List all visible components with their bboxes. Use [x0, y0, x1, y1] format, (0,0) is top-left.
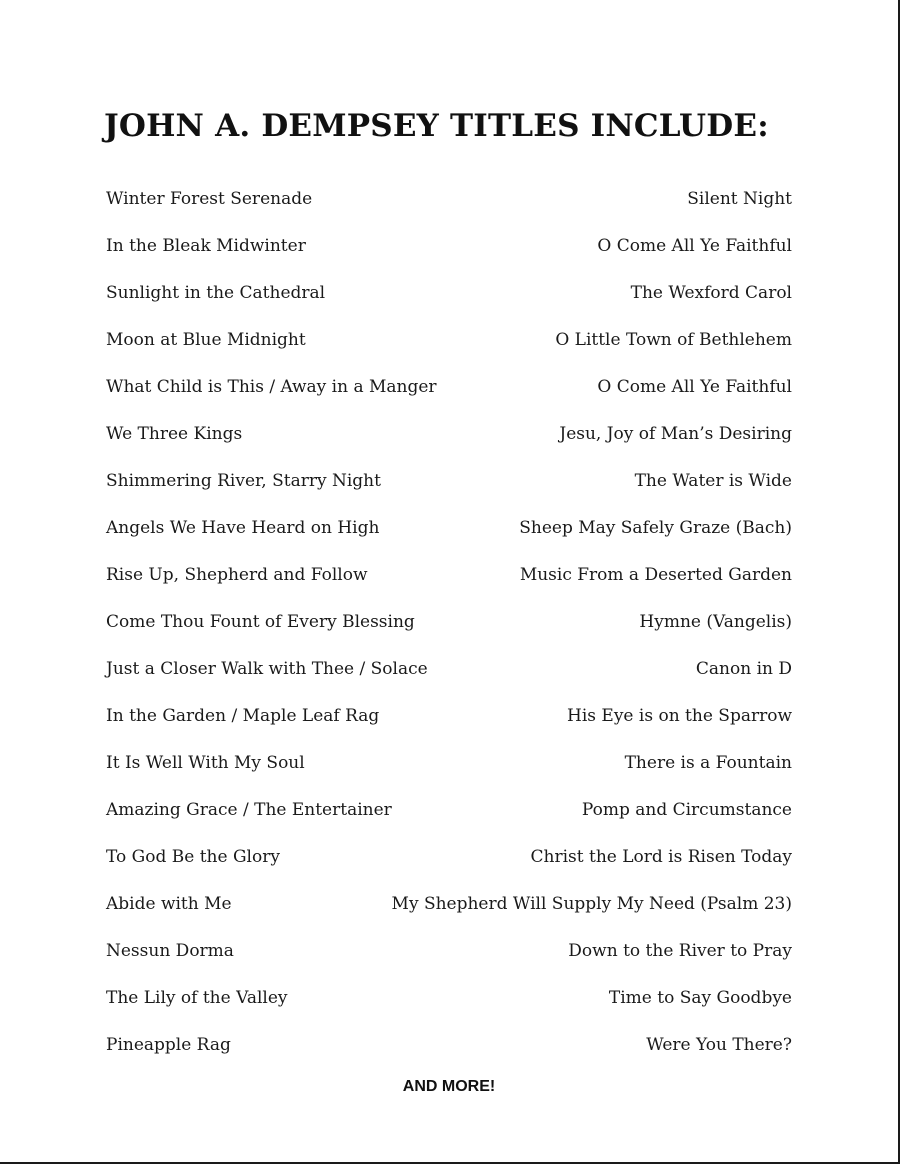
- title-left: Nessun Dorma: [106, 941, 234, 961]
- title-row: [106, 842, 792, 889]
- title-right: Time to Say Goodbye: [608, 988, 792, 1008]
- title-left: To God Be the Glory: [106, 847, 280, 867]
- title-left: Moon at Blue Midnight: [106, 330, 306, 350]
- title-right: The Water is Wide: [634, 471, 792, 491]
- page-title: JOHN A. DEMPSEY TITLES INCLUDE:: [104, 108, 769, 144]
- title-row: [106, 748, 792, 795]
- title-left: The Lily of the Valley: [106, 988, 288, 1008]
- title-right: Were You There?: [646, 1035, 792, 1055]
- title-left: In the Garden / Maple Leaf Rag: [106, 706, 380, 726]
- title-row: [106, 654, 792, 701]
- title-right: Hymne (Vangelis): [639, 612, 792, 632]
- title-left: Shimmering River, Starry Night: [106, 471, 381, 491]
- title-row: [106, 560, 792, 607]
- title-left: Angels We Have Heard on High: [106, 518, 380, 538]
- title-left: Abide with Me: [106, 894, 232, 914]
- title-right: My Shepherd Will Supply My Need (Psalm 23): [391, 894, 792, 914]
- title-left: In the Bleak Midwinter: [106, 236, 306, 256]
- title-left: Amazing Grace / The Entertainer: [106, 800, 392, 820]
- title-right: O Come All Ye Faithful: [597, 236, 792, 256]
- title-right: Canon in D: [695, 659, 792, 679]
- title-row: [106, 278, 792, 325]
- title-right: Down to the River to Pray: [568, 941, 792, 961]
- and-more-note: AND MORE!: [402, 1078, 496, 1095]
- title-left: Rise Up, Shepherd and Follow: [106, 565, 368, 585]
- title-right: Pomp and Circumstance: [581, 800, 792, 820]
- title-left: We Three Kings: [106, 424, 243, 444]
- title-left: Sunlight in the Cathedral: [106, 283, 326, 303]
- title-row: [106, 889, 792, 936]
- title-right: O Come All Ye Faithful: [597, 377, 792, 397]
- titles-list: [106, 184, 792, 1077]
- title-row: [106, 372, 792, 419]
- title-row: [106, 936, 792, 983]
- title-left: Winter Forest Serenade: [106, 189, 313, 209]
- title-row: [106, 231, 792, 278]
- title-row: [106, 795, 792, 842]
- title-row: [106, 184, 792, 231]
- title-row: [106, 466, 792, 513]
- title-right: There is a Fountain: [624, 753, 792, 773]
- title-row: [106, 701, 792, 748]
- title-row: [106, 513, 792, 560]
- title-row: [106, 419, 792, 466]
- title-right: Silent Night: [687, 189, 792, 209]
- title-right: Sheep May Safely Graze (Bach): [519, 518, 792, 538]
- title-right: Jesu, Joy of Man’s Desiring: [559, 424, 792, 444]
- title-right: Music From a Deserted Garden: [519, 565, 792, 585]
- title-left: It Is Well With My Soul: [106, 753, 305, 773]
- title-left: What Child is This / Away in a Manger: [106, 377, 437, 397]
- title-right: The Wexford Carol: [630, 283, 792, 303]
- title-row: [106, 607, 792, 654]
- title-row: [106, 325, 792, 372]
- title-row: [106, 1030, 792, 1077]
- title-left: Pineapple Rag: [106, 1035, 231, 1055]
- title-left: Come Thou Fount of Every Blessing: [106, 612, 415, 632]
- title-right: Christ the Lord is Risen Today: [530, 847, 792, 867]
- title-left: Just a Closer Walk with Thee / Solace: [106, 659, 428, 679]
- title-right: O Little Town of Bethlehem: [555, 330, 792, 350]
- title-row: [106, 983, 792, 1030]
- title-right: His Eye is on the Sparrow: [567, 706, 792, 726]
